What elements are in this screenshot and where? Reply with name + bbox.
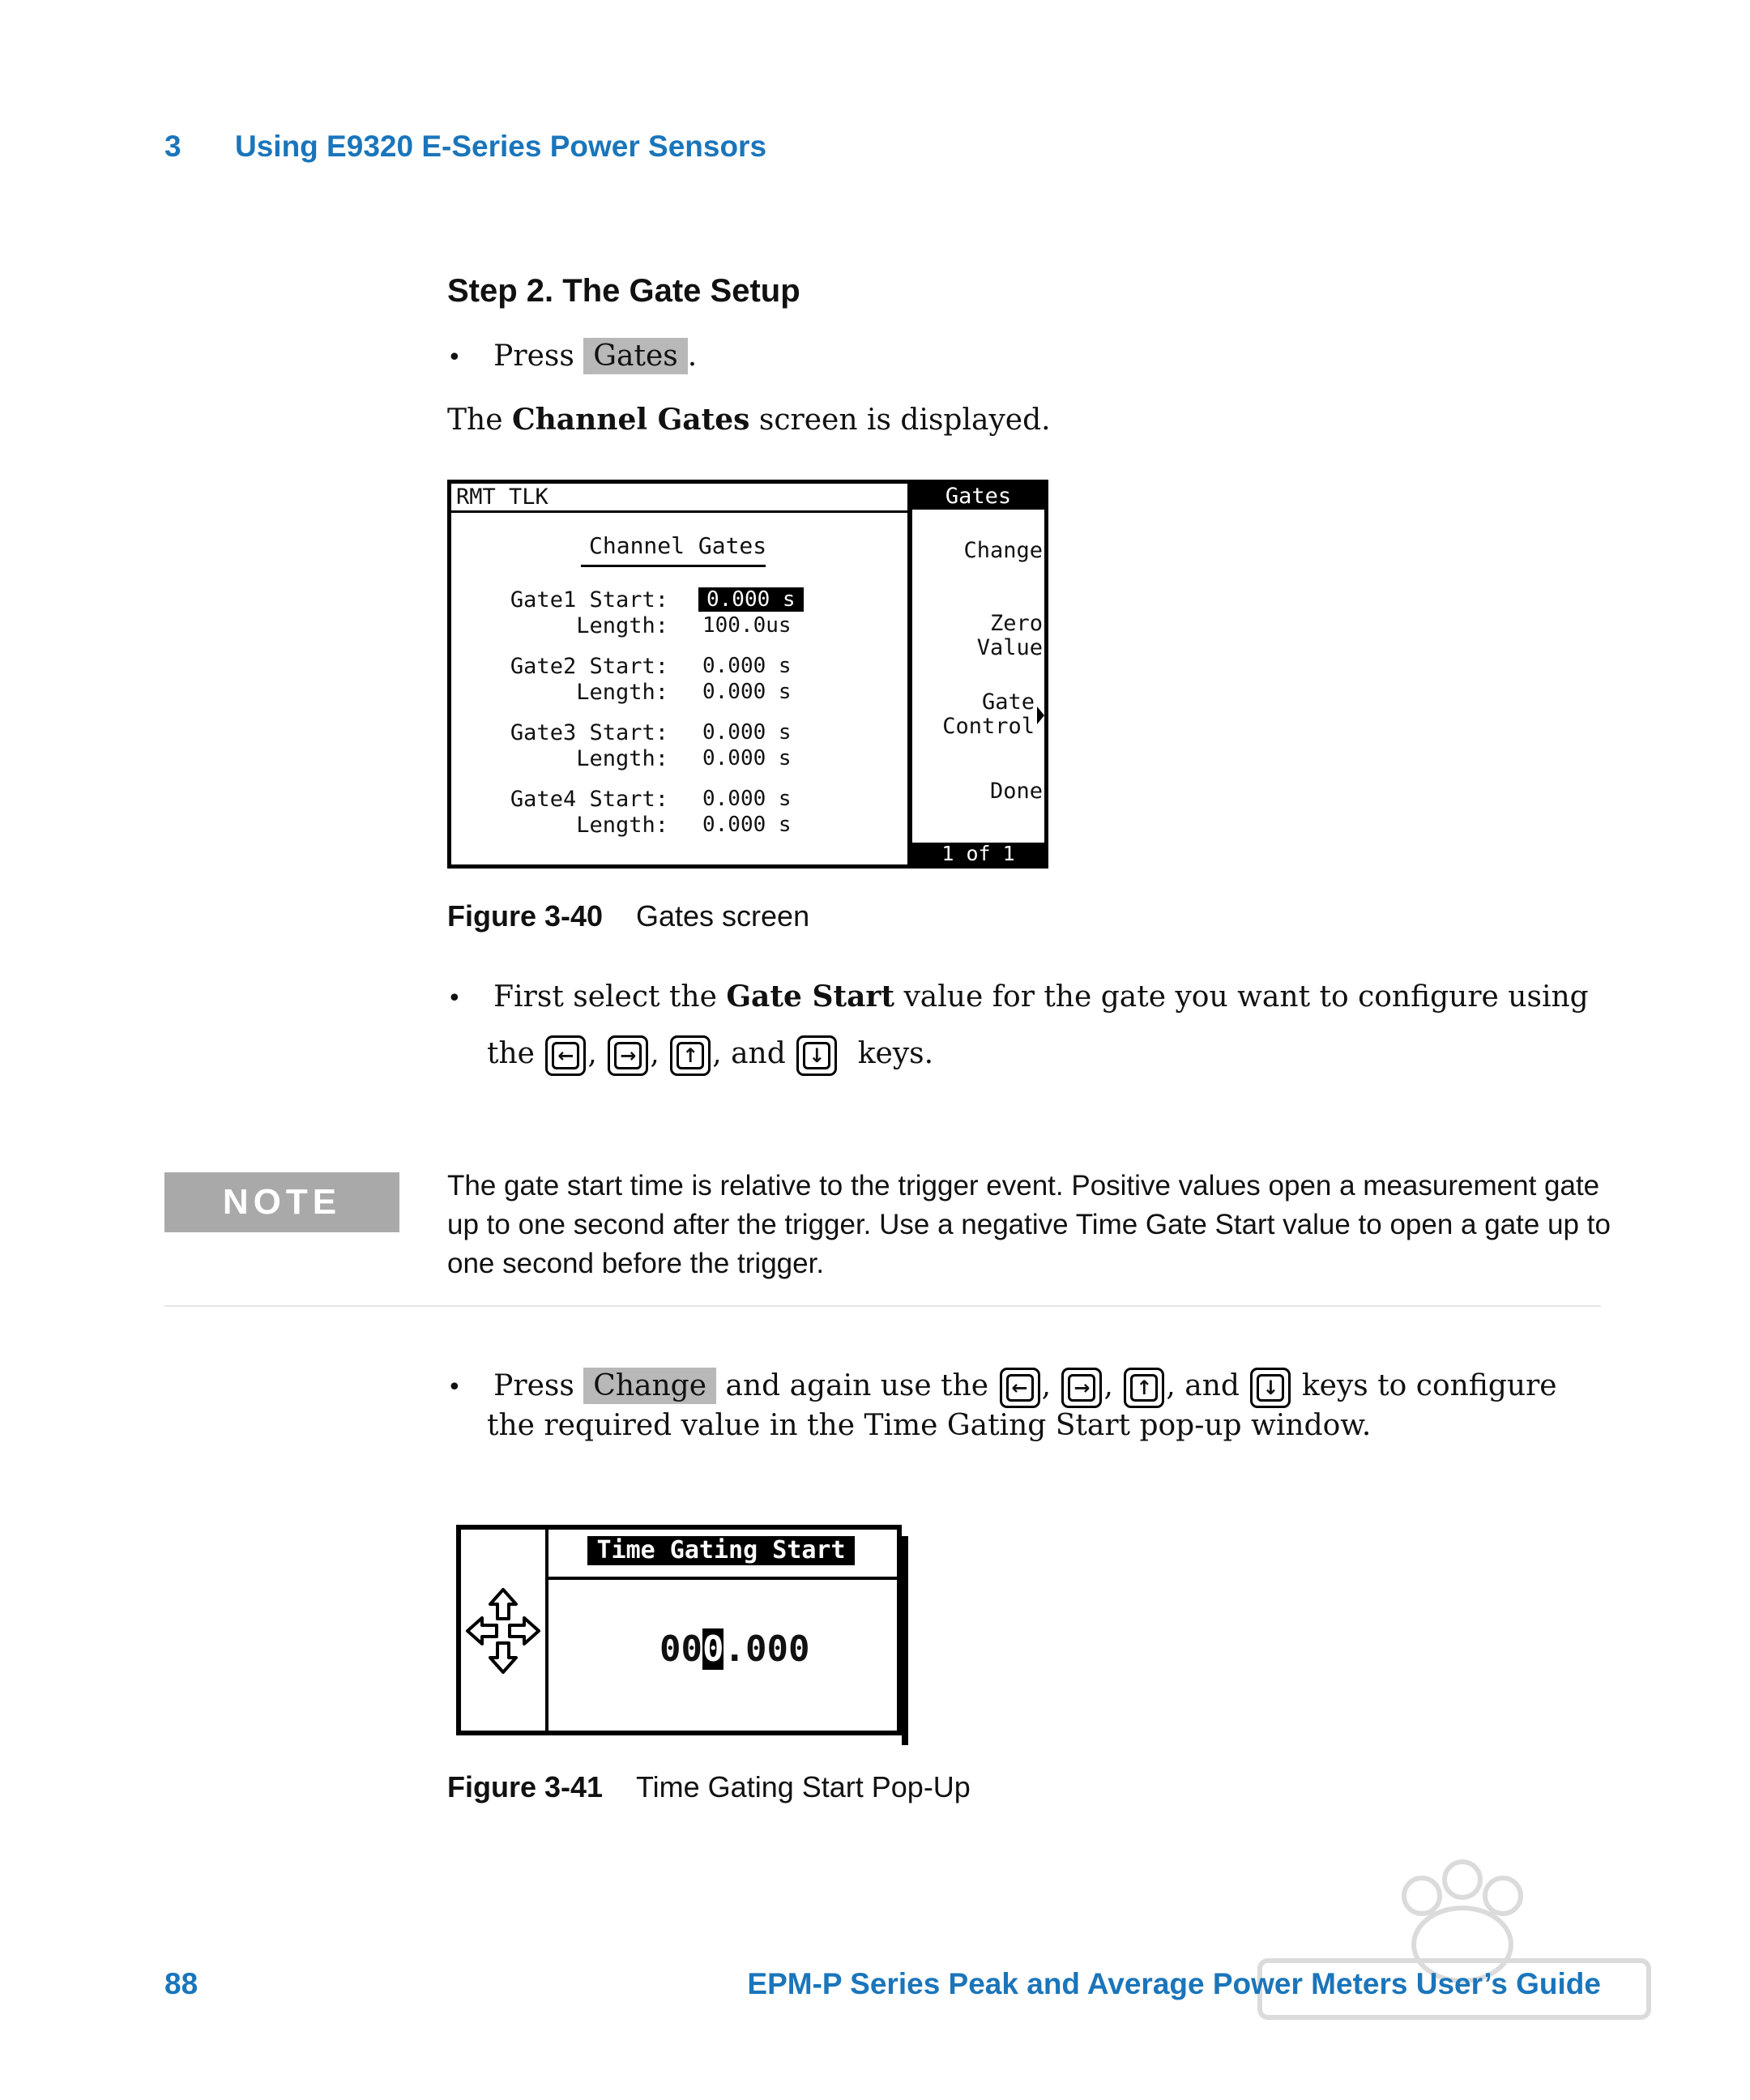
right-arrow-key-icon: → — [608, 1035, 648, 1076]
para-text: The — [447, 403, 512, 437]
right-arrow-key-icon: → — [1061, 1368, 1102, 1408]
bullet-text: value for the gate you want to configure using — [894, 980, 1589, 1014]
bullet-text: , and — [1166, 1369, 1240, 1402]
down-arrow-key-icon: ↓ — [796, 1035, 837, 1076]
menu-zero-value-button[interactable] — [977, 612, 1043, 660]
menu-page-indicator: 1 of 1 — [912, 843, 1044, 864]
gate4-start-label: Gate4 Start: — [510, 787, 668, 812]
bullet-press-gates — [447, 336, 697, 378]
step-heading: Step 2. The Gate Setup — [447, 273, 800, 309]
up-arrow-key-icon: ↑ — [1124, 1368, 1164, 1408]
bullet-text: First select the — [493, 980, 727, 1014]
para-text: screen is displayed. — [749, 403, 1051, 437]
para-bold-term: Channel Gates — [511, 403, 750, 437]
status-bar: RMT TLK — [451, 484, 907, 513]
gate4-length-label: Length: — [576, 813, 668, 838]
note-text: The gate start time is relative to the trigger event. Positive values open a measurement gate up to one second after the trigger. Use a negative Time Gate Start value to open a gate up to one second before the trigger. — [447, 1170, 1611, 1279]
gate2-start-value[interactable]: 0.000 s — [702, 654, 792, 678]
gate3-length-value[interactable]: 0.000 s — [702, 746, 792, 770]
left-arrow-key-icon: ← — [1000, 1368, 1040, 1408]
figure-caption: Time Gating Start Pop-Up — [636, 1770, 971, 1803]
menu-title: Gates — [912, 484, 1044, 510]
submenu-arrow-icon — [1037, 706, 1044, 724]
note-divider — [164, 1305, 1601, 1307]
channel-gates-screen — [447, 480, 1048, 869]
menu-gate-line1: Gate — [981, 689, 1035, 715]
bullet-line2: the required value in the Time Gating Start pop-up window. — [487, 1409, 1372, 1442]
up-arrow-key-icon: ↑ — [670, 1035, 711, 1076]
popup-title: Time Gating Start — [587, 1536, 855, 1565]
bullet-text: , and — [712, 1037, 786, 1070]
bullet-bold-term: Gate Start — [726, 980, 894, 1014]
gate2-length-value[interactable]: 0.000 s — [702, 680, 792, 704]
bullet-text: Press — [493, 1369, 574, 1402]
menu-gate-line2: Control — [942, 714, 1035, 739]
bullet-text: and again use the — [725, 1369, 989, 1402]
figure-number: Figure 3-41 — [447, 1770, 604, 1803]
bullet-dot: • — [447, 984, 462, 1013]
screen-title-underline — [581, 565, 766, 567]
bullet-text: the — [487, 1037, 535, 1070]
popup-nav-column — [461, 1530, 548, 1731]
menu-done-button[interactable]: Done — [989, 779, 1043, 804]
menu-divider — [907, 484, 912, 864]
left-arrow-key-icon: ← — [545, 1035, 586, 1076]
gate1-length-value[interactable]: 100.0us — [702, 613, 792, 638]
gate1-start-value[interactable]: 0.000 s — [698, 587, 804, 612]
change-softkey-label: Change — [583, 1368, 716, 1404]
value-digits: 00 — [659, 1628, 702, 1670]
gate3-start-label: Gate3 Start: — [510, 720, 668, 745]
bullet-text: keys to configure — [1301, 1369, 1557, 1402]
menu-change-button[interactable]: Change — [963, 538, 1043, 563]
gate2-start-label: Gate2 Start: — [510, 654, 668, 679]
gate1-length-label: Length: — [576, 613, 668, 638]
down-arrow-key-icon: ↓ — [1250, 1368, 1291, 1408]
note-label: NOTE — [164, 1172, 399, 1232]
paragraph-screen-displayed — [447, 399, 1051, 441]
screen-title: Channel Gates — [589, 532, 767, 559]
figure-number: Figure 3-40 — [447, 899, 604, 933]
popup-shadow — [902, 1536, 908, 1745]
chapter-number: 3 — [164, 130, 181, 163]
edit-cursor-digit[interactable]: 0 — [702, 1628, 724, 1670]
value-digits: .000 — [723, 1628, 810, 1670]
chapter-title: Using E9320 E-Series Power Sensors — [235, 130, 767, 163]
gate2-length-label: Length: — [576, 680, 668, 705]
popup-title-row — [548, 1530, 897, 1580]
gate1-start-label: Gate1 Start: — [510, 587, 668, 612]
bullet-text: keys. — [857, 1037, 934, 1070]
bullet-dot: • — [447, 344, 462, 372]
bullet-text: Press — [493, 339, 574, 373]
four-way-arrow-icon — [461, 1530, 545, 1731]
figure-caption: Gates screen — [636, 899, 810, 933]
gate3-length-label: Length: — [576, 746, 668, 771]
bullet-press-change: • Press Change and again use the ← , → , ↑ , and ↓ keys to configure — [447, 1362, 1557, 1412]
gate4-length-value[interactable]: 0.000 s — [702, 813, 792, 837]
menu-zero-line2: Value — [976, 635, 1043, 660]
bullet-suffix: . — [687, 339, 698, 373]
menu-gate-control-button[interactable] — [942, 690, 1035, 739]
footer-title: EPM-P Series Peak and Average Power Meters User’s Guide — [747, 1967, 1601, 2000]
gates-softkey-label: Gates — [583, 338, 687, 374]
gate3-start-value[interactable]: 0.000 s — [702, 720, 792, 745]
time-gating-start-popup — [456, 1525, 902, 1735]
bullet-select-gate-start — [447, 976, 1589, 1019]
menu-zero-line1: Zero — [989, 611, 1043, 636]
bullet-keys-line: the ← , → , ↑ , and ↓ keys. — [487, 1030, 933, 1078]
bullet-dot: • — [447, 1373, 462, 1402]
gate4-start-value[interactable]: 0.000 s — [702, 787, 792, 811]
popup-value[interactable] — [659, 1628, 809, 1670]
baidu-watermark-logo — [1252, 1855, 1657, 2058]
page-number: 88 — [164, 1967, 198, 2000]
